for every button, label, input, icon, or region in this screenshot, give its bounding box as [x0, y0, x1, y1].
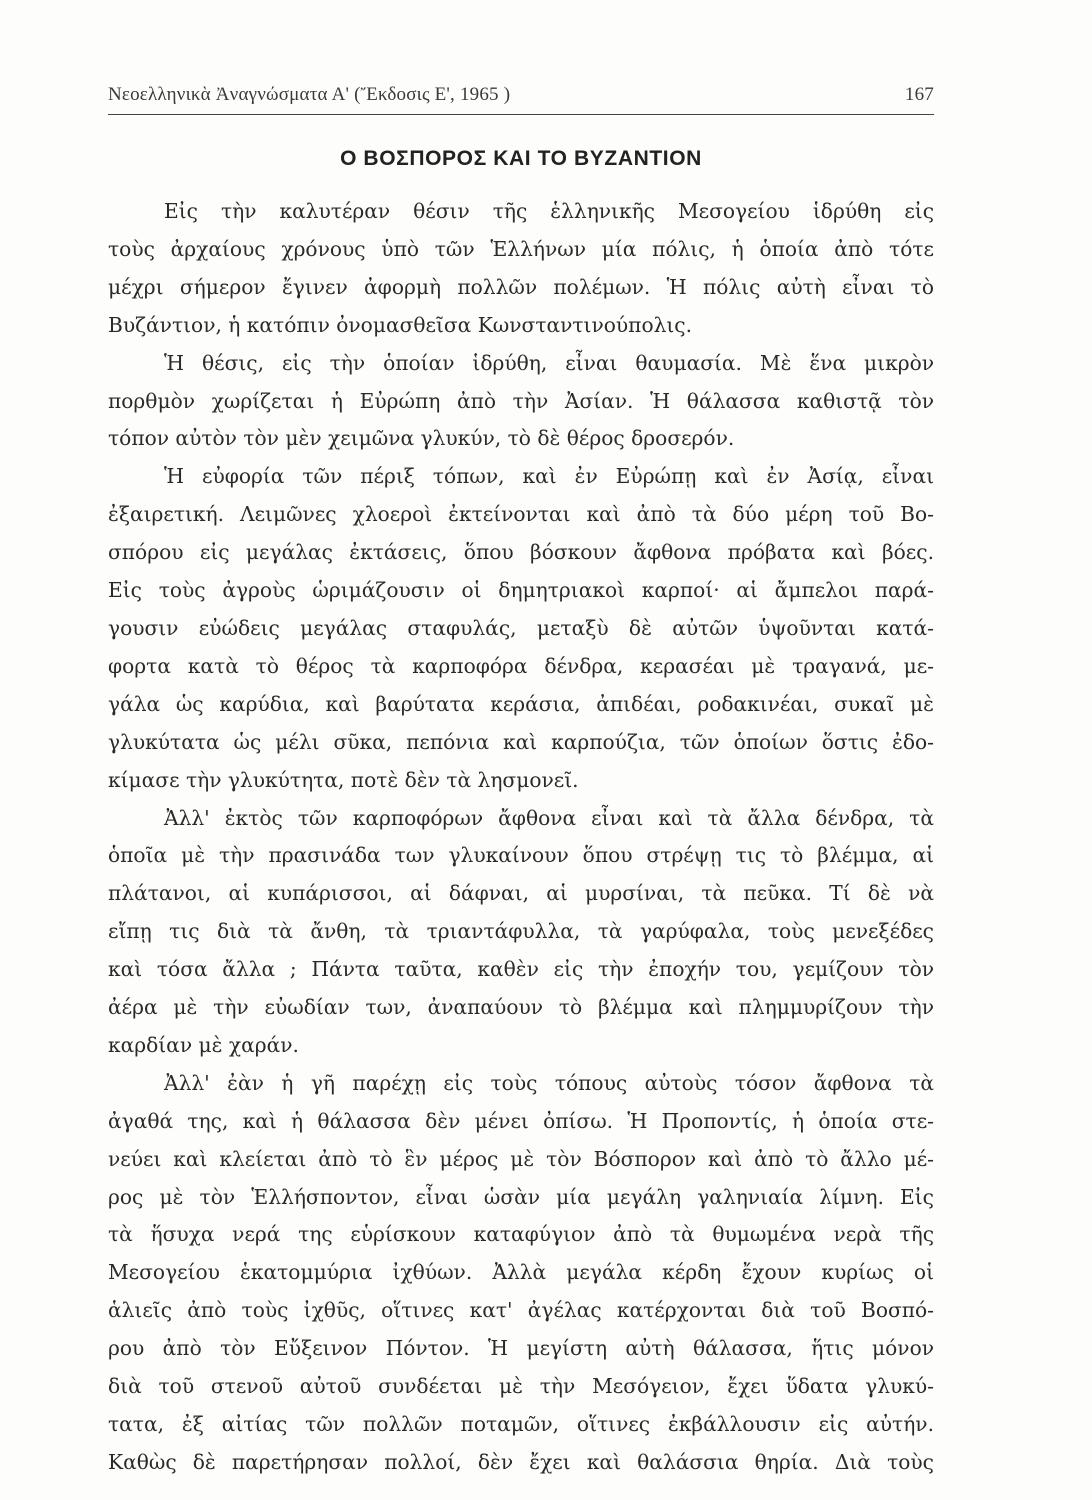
article-body [108, 193, 934, 1482]
text-line: γλυκύτατα ὡς μέλι σῦκα, πεπόνια καὶ καρπούζια, τῶν ὁποίων ὅστις ἐδο- [108, 729, 934, 754]
paragraph [108, 458, 934, 799]
text-line: γάλα ὡς καρύδια, καὶ βαρύτατα κεράσια, ἀπιδέαι, ροδακινέαι, συκαῖ μὲ [108, 691, 934, 716]
text-line: Βυζάντιον, ἡ κατόπιν ὀνομασθεῖσα Κωνσταντινούπολις. [108, 312, 693, 337]
paragraph [108, 345, 934, 459]
text-line: ἀγαθά της, καὶ ἡ θάλασσα δὲν μένει ὀπίσω. Ἡ Προποντίς, ἡ ὁποία στε- [108, 1108, 934, 1133]
text-line: Ἀλλ' ἐκτὸς τῶν καρποφόρων ἄφθονα εἶναι καὶ τὰ ἄλλα δένδρα, τὰ [164, 805, 934, 830]
text-line: Ἡ θέσις, εἰς τὴν ὁποίαν ἱδρύθη, εἶναι θαυμασία. Μὲ ἕνα μικρὸν [164, 350, 934, 375]
text-line: φορτα κατὰ τὸ θέρος τὰ καρποφόρα δένδρα, κερασέαι μὲ τραγανά, με- [108, 653, 934, 678]
page-number: 167 [904, 84, 934, 105]
book-page [108, 84, 934, 1474]
running-head [108, 84, 934, 115]
text-line: πορθμὸν χωρίζεται ἡ Εὐρώπη ἀπὸ τὴν Ἀσίαν. Ἡ θάλασσα καθιστᾷ τὸν [108, 388, 934, 413]
paragraph [108, 193, 934, 345]
text-line: τόπον αὐτὸν τὸν μὲν χειμῶνα γλυκύν, τὸ δὲ θέρος δροσερόν. [108, 426, 735, 451]
text-line: ρος μὲ τὸν Ἑλλήσποντον, εἶναι ὡσὰν μία μεγάλη γαληνιαία λίμνη. Εἰς [108, 1184, 934, 1209]
text-line: Ἡ εὐφορία τῶν πέριξ τόπων, καὶ ἐν Εὐρώπῃ καὶ ἐν Ἀσίᾳ, εἶναι [164, 464, 934, 489]
text-line: τὰ ἥσυχα νερά της εὑρίσκουν καταφύγιον ἀπὸ τὰ θυμωμένα νερὰ τῆς [108, 1222, 934, 1247]
text-line: γουσιν εὐώδεις μεγάλας σταφυλάς, μεταξὺ δὲ αὐτῶν ὑψοῦνται κατά- [108, 615, 934, 640]
text-line: καρδίαν μὲ χαράν. [108, 1032, 299, 1057]
text-line: ἐξαιρετική. Λειμῶνες χλοεροὶ ἐκτείνονται καὶ ἀπὸ τὰ δύο μέρη τοῦ Βο- [108, 502, 934, 527]
text-line: Μεσογείου ἑκατομμύρια ἰχθύων. Ἀλλὰ μεγάλα κέρδη ἔχουν κυρίως οἱ [108, 1260, 934, 1285]
text-line: ρου ἀπὸ τὸν Εὔξεινον Πόντον. Ἡ μεγίστη αὐτὴ θάλασσα, ἥτις μόνον [108, 1336, 934, 1361]
text-line: τατα, ἐξ αἰτίας τῶν πολλῶν ποταμῶν, οἵτινες ἐκβάλλουσιν εἰς αὐτήν. [108, 1412, 934, 1436]
text-line: τοὺς ἀρχαίους χρόνους ὑπὸ τῶν Ἑλλήνων μία πόλις, ἡ ὁποία ἀπὸ τότε [108, 236, 934, 261]
text-line: μέχρι σήμερον ἔγινεν ἀφορμὴ πολλῶν πολέμων. Ἡ πόλις αὐτὴ εἶναι τὸ [108, 274, 934, 299]
text-line: νεύει καὶ κλείεται ἀπὸ τὸ ἓν μέρος μὲ τὸν Βόσπορον καὶ ἀπὸ τὸ ἄλλο μέ- [108, 1146, 934, 1171]
text-line: σπόρου εἰς μεγάλας ἐκτάσεις, ὅπου βόσκουν ἄφθονα πρόβατα καὶ βόες. [108, 540, 934, 565]
text-line: Καθὼς δὲ παρετήρησαν πολλοί, δὲν ἔχει καὶ θαλάσσια θηρία. Διὰ τοὺς [108, 1449, 934, 1474]
text-line: καὶ τόσα ἄλλα ; Πάντα ταῦτα, καθὲν εἰς τὴν ἐποχήν του, γεμίζουν τὸν [108, 957, 934, 982]
text-line: ἁλιεῖς ἀπὸ τοὺς ἰχθῦς, οἵτινες κατ' ἀγέλας κατέρχονται διὰ τοῦ Βοσπό- [108, 1298, 934, 1323]
text-line: διὰ τοῦ στενοῦ αὐτοῦ συνδέεται μὲ τὴν Μεσόγειον, ἔχει ὕδατα γλυκύ- [108, 1374, 934, 1399]
paragraph [108, 800, 934, 1065]
running-title: Νεοελληνικὰ Ἀναγνώσματα Α' (Ἔκδοσις Ε', 1965 ) [108, 84, 511, 105]
text-line: ὁποῖα μὲ τὴν πρασινάδα των γλυκαίνουν ὅπου στρέψῃ τις τὸ βλέμμα, αἱ [108, 843, 934, 868]
text-line: ἀέρα μὲ τὴν εὐωδίαν των, ἀναπαύουν τὸ βλέμμα καὶ πλημμυρίζουν τὴν [108, 995, 934, 1020]
text-line: Εἰς τὴν καλυτέραν θέσιν τῆς ἑλληνικῆς Μεσογείου ἱδρύθη εἰς [164, 199, 934, 223]
text-line: πλάτανοι, αἱ κυπάρισσοι, αἱ δάφναι, αἱ μυρσίναι, τὰ πεῦκα. Τί δὲ νὰ [108, 881, 934, 906]
text-line: κίμασε τὴν γλυκύτητα, ποτὲ δὲν τὰ λησμονεῖ. [108, 767, 579, 792]
text-line: Εἰς τοὺς ἀγροὺς ὡριμάζουσιν οἱ δημητριακοὶ καρποί· αἱ ἄμπελοι παρά- [108, 578, 934, 603]
paragraph [108, 1065, 934, 1482]
text-line: Ἀλλ' ἐὰν ἡ γῆ παρέχῃ εἰς τοὺς τόπους αὐτοὺς τόσον ἄφθονα τὰ [164, 1070, 934, 1095]
text-line: εἴπῃ τις διὰ τὰ ἄνθη, τὰ τριαντάφυλλα, τὰ γαρύφαλα, τοὺς μενεξέδες [108, 919, 934, 944]
article-title: Ο ΒΟΣΠΟΡΟΣ ΚΑΙ ΤΟ ΒΥΖΑΝΤΙΟΝ [340, 147, 702, 170]
